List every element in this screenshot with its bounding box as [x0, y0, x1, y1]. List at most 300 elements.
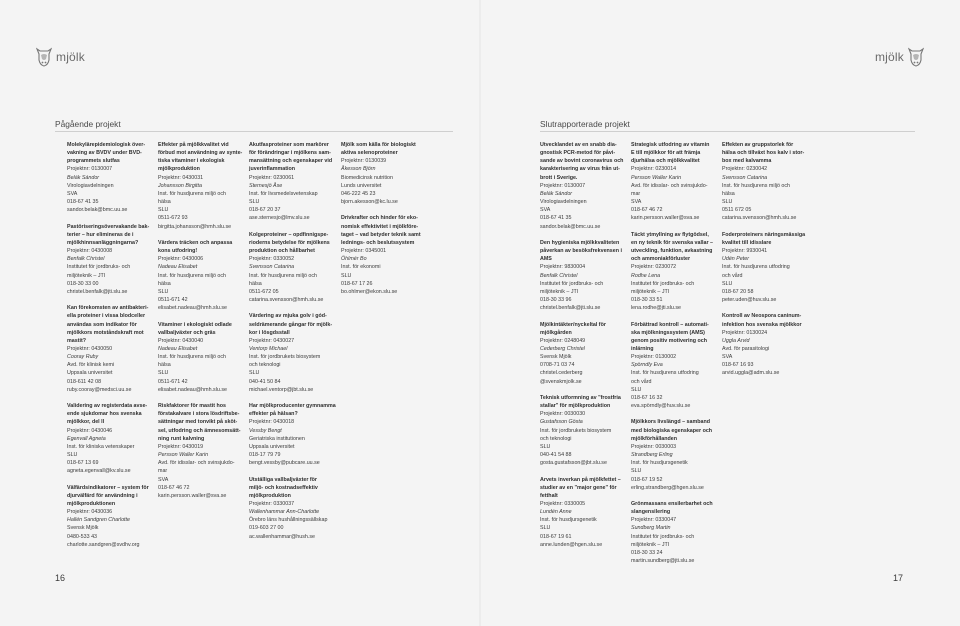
project-detail: Uppsala universitet [249, 443, 295, 450]
project-detail: Projektnr: 9930041 [722, 248, 768, 255]
project-detail: Avd. för idisslar- och svinsjukdo- [158, 460, 235, 467]
project-entry [722, 231, 808, 304]
project-detail: SLU [158, 370, 169, 377]
project-title-line: studier av en "major gene" för [540, 484, 617, 491]
project-title-line: förstakalvare i stora lösdriftsbe- [158, 411, 240, 418]
project-leader: Öhlmér Bo [341, 256, 367, 263]
project-title-line: förbud mot användning av synte- [158, 150, 243, 157]
project-entry [540, 476, 626, 549]
project-entry [158, 141, 244, 231]
project-leader: Benfalk Christel [540, 272, 578, 279]
project-title-line: utveckling, funktion, avkastning [631, 248, 713, 255]
project-detail: charlotte.sandgren@svdhv.org [67, 541, 140, 548]
project-leader: Lundén Anne [540, 509, 572, 516]
project-title-line: slangensilering [631, 509, 671, 516]
project-leader: Åkesson Björn [341, 166, 376, 173]
project-title-line: effekter på hälsan? [249, 411, 298, 418]
project-detail: Avd. för idisslar- och svinsjukdo- [631, 182, 708, 189]
project-detail: elisabet.nadeau@hmh.slu.se [158, 305, 227, 312]
project-title-line: Utställiga vallbaljväxter för [249, 476, 318, 483]
project-detail: bo.ohlmer@ekon.slu.se [341, 288, 398, 295]
project-detail: 0708-71 03 74 [540, 362, 575, 369]
project-leader: Spörndly Eva [631, 362, 663, 369]
cow-logo-icon [908, 47, 924, 67]
project-detail: och teknologi [540, 435, 572, 442]
project-detail: 0511-671 42 [158, 297, 188, 303]
project-title-line: mastit? [67, 337, 87, 344]
project-leader: Hallén Sandgren Charlotte [67, 517, 130, 524]
project-detail: Projektnr: 0130002 [631, 354, 677, 361]
project-detail: bjorn.akesson@kc.lu.se [341, 199, 398, 206]
project-title-line: och ammoniakförluster [631, 256, 691, 263]
project-entry [540, 394, 626, 467]
project-detail: SLU [158, 288, 169, 295]
project-detail: 018-611 42 08 [67, 378, 102, 385]
project-detail: agneta.egenvall@kv.slu.se [67, 468, 131, 475]
project-title-line: ning runt kalvning [158, 435, 205, 442]
project-title-line: gnostisk PCR-metod för påvi- [540, 150, 616, 157]
project-entry [540, 239, 626, 312]
project-title-line: sel, utfodring och ämnesomsätt- [158, 427, 241, 434]
project-detail: 046-222 45 23 [341, 190, 376, 197]
project-title-line: stallar" för mjölkproduktion [540, 403, 611, 410]
project-title-line: Pastöriseringsövervakande bak- [67, 223, 150, 230]
project-title-line: Effekter på mjölkkvalitet vid [158, 142, 229, 148]
project-title-line: ska mjölkningssystem (AMS) [631, 329, 705, 336]
project-title-line: karakterisering av virus från ut- [540, 166, 620, 173]
project-detail: Projektnr: 0030030 [540, 411, 586, 418]
project-title-line: terier – hur elimineras de i [67, 231, 134, 238]
project-title-line: E till mjölkkor för att främja [631, 150, 701, 157]
project-detail: 018-30 33 96 [540, 297, 572, 303]
project-detail: Geriatriska institutionen [249, 435, 305, 442]
project-entry [249, 231, 335, 304]
project-title-line: lednings- och beslutssystem [341, 239, 415, 246]
project-detail: karin.persson.waller@sva.se [631, 215, 700, 222]
project-detail: Projektnr: 0230061 [249, 174, 295, 181]
project-detail: Inst. för livsmedelsvetenskap [249, 190, 318, 197]
project-entry [249, 141, 335, 223]
project-leader: Wallenhammar Ann-Charlotte [249, 509, 320, 516]
project-title-line: påverkan av besöksfrekvensen i [540, 248, 622, 255]
project-entry [249, 402, 335, 467]
project-detail: Projektnr: 0430046 [67, 427, 113, 434]
project-title-line: mjölkkor, del II [67, 419, 105, 426]
project-leader: Vessby Bengt [249, 427, 282, 434]
project-detail: @svenskmjolk.se [540, 378, 582, 385]
page-number-left: 16 [55, 573, 66, 583]
project-detail: lena.rodhe@jti.slu.se [631, 305, 681, 312]
project-entry [540, 141, 626, 231]
project-detail: 0480-533 43 [67, 533, 98, 540]
project-detail: SLU [722, 280, 733, 287]
project-column-4 [341, 141, 427, 304]
project-title-line: Mjölk som källa för biologiskt [341, 142, 416, 148]
project-detail: Projektnr: 0430006 [158, 256, 204, 263]
project-detail: hälsa [158, 362, 171, 369]
project-detail: SLU [540, 443, 551, 450]
project-entry [631, 231, 717, 313]
project-detail: miljöteknik – JTI [67, 272, 106, 279]
project-detail: Projektnr: 0230014 [631, 166, 677, 173]
project-detail: mar [631, 190, 641, 197]
project-detail: martin.sundberg@jti.slu.se [631, 558, 695, 565]
left-header [32, 43, 85, 71]
project-title-line: mjölkgården [540, 329, 572, 336]
section-title-ongoing: Pågående projekt [55, 119, 453, 132]
project-detail: Projektnr: 0430031 [158, 174, 204, 181]
project-detail: Projektnr: 0130039 [341, 158, 387, 165]
project-leader: Udén Peter [722, 256, 750, 263]
project-detail: Avd. för parasitologi [722, 345, 770, 352]
project-detail: 018-67 20 37 [249, 207, 281, 214]
project-detail: SLU [540, 525, 551, 532]
project-detail: 018-67 46 72 [631, 207, 663, 214]
project-detail: SLU [158, 207, 169, 214]
project-title-line: Kontroll av Neospora caninum- [722, 313, 802, 320]
project-detail: Projektnr: 9830004 [540, 264, 586, 271]
project-column-1 [67, 141, 153, 557]
project-title-line: brott i Sverige. [540, 174, 578, 181]
project-leader: Cooray Ruby [67, 354, 99, 361]
project-detail: Projektnr: 0130024 [722, 329, 768, 336]
project-entry [722, 312, 808, 377]
project-title-line: Har mjölkproducenter gymnamma [249, 403, 336, 410]
project-entry [631, 321, 717, 411]
project-detail: Institutet för jordbruks- och [67, 264, 131, 271]
project-detail: eva.spörndly@huv.slu.se [631, 403, 691, 410]
right-header [875, 43, 928, 71]
project-detail: Institutet för jordbruks- och [631, 280, 695, 287]
project-detail: 018-30 33 24 [631, 549, 663, 556]
project-detail: Inst. för husdjurens miljö och [249, 272, 318, 279]
project-title-line: Strategisk utfodring av vitamin [631, 142, 710, 148]
project-title-line: Mjölkkors livslängd – samband [631, 419, 710, 426]
project-title-line: för förändringar i mjölkens sam- [249, 150, 331, 157]
project-detail: hälsa [158, 199, 171, 206]
project-detail: 018-67 41 35 [67, 199, 99, 206]
project-title-line: Riskfaktorer för mastit hos [158, 403, 227, 410]
project-title-line: Välfärdsindikatorer – system för [67, 484, 149, 491]
project-detail: Inst. för husdjurens miljö och [722, 182, 791, 189]
project-detail: christel.benfalk@jti.slu.se [540, 305, 601, 312]
project-detail: Svensk Mjölk [540, 354, 572, 361]
project-title-line: genom positiv motivering och [631, 337, 708, 344]
project-entry [158, 321, 244, 394]
project-leader: Belák Sándor [540, 190, 573, 197]
project-detail: 018-67 13 69 [67, 460, 99, 467]
project-detail: Inst. för husdjurens utfodring [722, 264, 790, 271]
project-title-line: kons utfodring! [158, 248, 198, 255]
project-detail: Projektnr: 0230042 [722, 166, 768, 173]
project-detail: Inst. för jordbrukets biosystem [540, 427, 612, 434]
project-detail: 0511 672 05 [722, 207, 752, 214]
project-detail: SVA [631, 199, 642, 206]
project-detail: sandor.belak@bmc.uu.se [540, 223, 601, 230]
project-detail: Inst. för husdjurens miljö och [158, 272, 227, 279]
project-title-line: vallbaljväxter och gräs [158, 329, 216, 336]
project-detail: Projektnr: 0130007 [540, 182, 586, 189]
project-entry [341, 141, 427, 206]
project-entry [249, 476, 335, 541]
project-title-line: nomisk effektivitet i mjölkföre- [341, 223, 419, 230]
project-leader: Strandberg Erling [631, 452, 673, 459]
project-entry [540, 321, 626, 386]
section-title-finished: Slutrapporterade projekt [540, 119, 915, 132]
project-leader: Svensson Catarina [722, 174, 768, 181]
project-detail: hälsa [158, 280, 171, 287]
project-title-line: mjölkkors motståndskraft mot [67, 329, 144, 336]
project-detail: Projektnr: 0030003 [631, 443, 677, 450]
project-title-line: sättningar med tonvikt på sköt- [158, 419, 238, 426]
project-title-line: programmets slutfas [67, 158, 120, 165]
project-detail: SVA [158, 476, 169, 483]
project-title-line: box med kalvamma [722, 158, 772, 165]
project-detail: 018-67 19 61 [540, 533, 572, 540]
project-detail: 018-30 33 51 [631, 297, 663, 303]
project-detail: Inst. för ekonomi [341, 264, 381, 271]
project-detail: Inst. för husdjursgenetik [631, 460, 688, 467]
project-title-line: infektion hos svenska mjölkkor [722, 321, 802, 328]
project-detail: 018-17 79 79 [249, 452, 281, 459]
project-title-line: inlärning [631, 345, 654, 352]
project-detail: 018-67 16 32 [631, 394, 663, 401]
brand-title-left: mjölk [56, 50, 86, 64]
project-title-line: produktion och hållbarhet [249, 248, 315, 255]
project-entry [67, 484, 153, 549]
cow-logo-icon [36, 47, 52, 67]
project-title-line: Täckt ytmyllning av flytgödsel, [631, 231, 709, 238]
project-entry [631, 418, 717, 491]
project-detail: Projektnr: 0430018 [249, 419, 295, 426]
project-detail: Projektnr: 0430027 [249, 337, 295, 344]
project-detail: catarina.svensson@hmh.slu.se [249, 297, 324, 303]
project-leader: Cederberg Christel [540, 345, 585, 352]
project-detail: erling.strandberg@hgen.slu.se [631, 484, 704, 491]
project-detail: miljöteknik – JTI [540, 288, 579, 295]
project-detail: 018-67 19 52 [631, 476, 663, 483]
project-detail: Projektnr: 0330037 [249, 501, 295, 507]
project-title-line: rioderns betydelse för mjölkens [249, 239, 330, 246]
project-title-line: Kan förekomsten av antibakteri- [67, 305, 149, 312]
project-leader: Persson Waller Karin [631, 174, 682, 181]
project-detail: Inst. för husdjurens miljö och [158, 190, 227, 197]
project-detail: SVA [67, 190, 78, 197]
project-title-line: hälsa och tillväxt hos kalv i stor- [722, 150, 805, 157]
project-title-line: mansättning och egenskaper vid [249, 158, 333, 165]
project-title-line: aktiva selenoproteiner [341, 150, 398, 157]
project-leader: Nadeau Elisabet [158, 264, 198, 271]
project-title-line: Kolgeproteiner – opdfinnigspe- [249, 231, 329, 238]
project-detail: 018-67 41 35 [540, 215, 572, 222]
project-title-line: Foderproteiners näringsmässiga [722, 231, 806, 238]
project-detail: 018-30 33 00 [67, 280, 99, 287]
project-detail: Institutet för jordbruks- och [540, 280, 604, 287]
project-detail: elisabet.nadeau@hmh.slu.se [158, 386, 227, 393]
project-title-line: taget – vad betyder teknik samt [341, 231, 421, 238]
project-detail: och vård [631, 378, 652, 385]
project-title-line: Arvets inverkan på mjölkfettet – [540, 476, 621, 483]
project-detail: SLU [249, 370, 260, 377]
project-detail: Projektnr: 0430050 [67, 345, 113, 352]
project-detail: arvid.uggla@adm.slu.se [722, 370, 780, 377]
project-detail: Institutet för jordbruks- och [631, 533, 695, 540]
project-detail: 018-67 16 93 [722, 362, 754, 369]
project-detail: sandor.belak@bmc.uu.se [67, 207, 128, 214]
project-detail: 040-41 54 88 [540, 452, 572, 459]
project-column-2 [158, 141, 244, 508]
project-entry [67, 304, 153, 394]
project-detail: 040-41 50 84 [249, 378, 281, 385]
project-detail: SLU [631, 386, 642, 393]
project-leader: Benfalk Christel [67, 256, 105, 263]
project-entry [67, 402, 153, 475]
project-title-line: Molekylärepidemiologisk över- [67, 142, 146, 148]
project-title-line: en ny teknik för svenska vallar – [631, 239, 713, 246]
project-detail: Avd. för klinisk kemi [67, 362, 115, 369]
project-detail: anne.lunden@hgen.slu.se [540, 541, 603, 548]
project-title-line: Värdering av mjuka golv i gód- [249, 313, 327, 320]
project-column-6 [631, 141, 717, 573]
project-detail: 0511-672 05 [249, 288, 279, 295]
project-detail: ruby.cooray@medsci.uu.se [67, 386, 132, 393]
project-leader: Johansson Birgitta [158, 182, 202, 189]
project-title-line: mjölkförhållanden [631, 435, 678, 442]
project-title-line: Akutfasproteiner som markörer [249, 142, 329, 148]
project-detail: bengt.vessby@pubcare.uu.se [249, 460, 320, 467]
project-title-line: Grönmassans ensilerbarhet och [631, 501, 713, 507]
project-title-line: mjölkproduktion [249, 492, 291, 499]
project-leader: Gustafsson Gösta [540, 419, 583, 426]
project-title-line: ende sjukdomar hos svenska [67, 411, 142, 418]
project-title-line: mjölkproduktionen [67, 501, 116, 507]
project-leader: Egenvall Agneta [67, 435, 106, 442]
project-detail: Inst. för husdjurens utfodring [631, 370, 699, 377]
project-title-line: Mjölkintäkter/nyckeltal för [540, 321, 606, 328]
project-detail: peter.uden@huv.slu.se [722, 297, 777, 303]
project-detail: Projektnr: 0430040 [158, 337, 204, 344]
project-detail: SLU [631, 468, 642, 475]
project-detail: och teknologi [249, 362, 281, 369]
project-detail: SLU [341, 272, 352, 279]
project-entry [67, 223, 153, 296]
project-detail: Projektnr: 0430019 [158, 443, 204, 450]
project-title-line: vakning av BVDV under BVD- [67, 150, 142, 157]
project-detail: 0511-671 42 [158, 378, 188, 385]
project-detail: ase.sternesjo@lmv.slu.se [249, 215, 310, 222]
project-detail: birgitta.johansson@hmh.slu.se [158, 223, 232, 230]
project-leader: Sternesjö Åse [249, 182, 283, 189]
project-detail: Projektnr: 0430008 [67, 248, 113, 255]
project-title-line: AMS [540, 256, 552, 263]
project-detail: ac.wallenhammar@hush.se [249, 533, 316, 540]
project-title-line: mjölkhinnsanläggningarna? [67, 239, 139, 246]
project-title-line: fetthalt [540, 492, 558, 499]
project-detail: hälsa [722, 190, 735, 197]
project-leader: Persson Waller Karin [158, 452, 209, 459]
project-detail: christel.benfalk@jti.slu.se [67, 288, 128, 295]
project-detail: Projektnr: 0330052 [249, 256, 295, 263]
project-leader: Svensson Catarina [249, 264, 295, 271]
project-title-line: mjölkproduktion [158, 166, 200, 173]
project-detail: miljöteknik – JTI [631, 541, 670, 548]
project-title-line: med biologiska egenskaper och [631, 427, 713, 434]
project-detail: och vård [722, 272, 743, 279]
page-number-right: 17 [893, 573, 904, 583]
project-detail: christel.cederberg [540, 370, 583, 377]
project-leader: Belák Sándor [67, 174, 100, 181]
project-detail: Projektnr: 0330047 [631, 517, 677, 524]
project-title-line: djurvälfärd för användning i [67, 492, 138, 499]
project-title-line: Effekten av gruppstorlek för [722, 142, 794, 148]
project-title-line: djurhälsa och mjölkkvalitet [631, 158, 700, 165]
project-detail: gosta.gustafsson@jbt.slu.se [540, 460, 607, 467]
project-detail: miljöteknik – JTI [631, 288, 670, 295]
project-detail: Virologiavdelningen [540, 199, 587, 206]
project-title-line: Teknisk utformning av "frostfria [540, 394, 621, 401]
project-detail: karin.persson.waller@sva.se [158, 492, 227, 499]
project-detail: Inst. för jordbrukets biosystem [249, 354, 321, 361]
project-leader: Rodhe Lena [631, 272, 661, 279]
project-detail: hälsa [249, 280, 262, 287]
project-detail: Projektnr: 0248049 [540, 337, 586, 344]
project-column-7 [722, 141, 808, 386]
project-detail: 018-67 46 72 [158, 484, 190, 491]
project-detail: Lunds universitet [341, 182, 382, 189]
project-detail: SVA [722, 354, 733, 361]
project-title-line: Drivkrafter och hinder för eko- [341, 215, 418, 222]
project-detail: Projektnr: 0130007 [67, 166, 113, 173]
project-title-line: Validering av registerdata avse- [67, 403, 148, 410]
project-title-line: Vitaminer i ekologiskt odlade [158, 321, 232, 328]
project-title-line: miljö- och kostnadseffektiv [249, 484, 318, 491]
project-detail: Örebro läns hushållningssällskap [249, 517, 328, 524]
project-detail: mar [158, 468, 168, 475]
project-detail: michael.ventorp@jbt.slu.se [249, 386, 314, 393]
project-title-line: kvalitet till idisslare [722, 239, 772, 246]
project-leader: Uggla Arvid [722, 337, 750, 344]
project-detail: Projektnr: 0230072 [631, 264, 677, 271]
right-page [480, 0, 960, 626]
project-title-line: ella proteiner i vissa blodceller [67, 313, 146, 320]
project-detail: 018-67 17 26 [341, 280, 373, 287]
project-column-3 [249, 141, 335, 549]
project-detail: Projektnr: 0330005 [540, 501, 586, 507]
project-detail: 0511-672 93 [158, 215, 188, 222]
project-detail: Virologiavdelningen [67, 182, 114, 189]
project-detail: Uppsala universitet [67, 370, 113, 377]
project-title-line: kor i lösgdsstall [249, 329, 290, 336]
project-detail: catarina.svensson@hmh.slu.se [722, 215, 797, 222]
project-detail: SLU [722, 199, 733, 206]
project-title-line: seldrämerande gångar för mjölk- [249, 321, 333, 328]
project-title-line: Den hygieniska mjölkkvaliteten [540, 239, 620, 246]
project-title-line: tiska vitaminer i ekologisk [158, 158, 225, 165]
project-detail: Svensk Mjölk [67, 525, 99, 532]
project-entry [158, 239, 244, 312]
project-detail: Inst. för husdjurens miljö och [158, 354, 227, 361]
project-detail: SLU [67, 452, 78, 459]
project-detail: SVA [540, 207, 551, 214]
project-entry [158, 402, 244, 500]
project-detail: Inst. för kliniska vetenskaper [67, 443, 135, 450]
brand-title-right: mjölk [874, 50, 904, 64]
project-detail: SLU [249, 199, 260, 206]
project-title-line: juverinflammation [249, 166, 296, 173]
project-detail: Projektnr: 0345001 [341, 248, 387, 255]
project-title-line: Utvecklandet av en snabb dia- [540, 142, 617, 148]
project-leader: Sundberg Martin [631, 525, 671, 532]
